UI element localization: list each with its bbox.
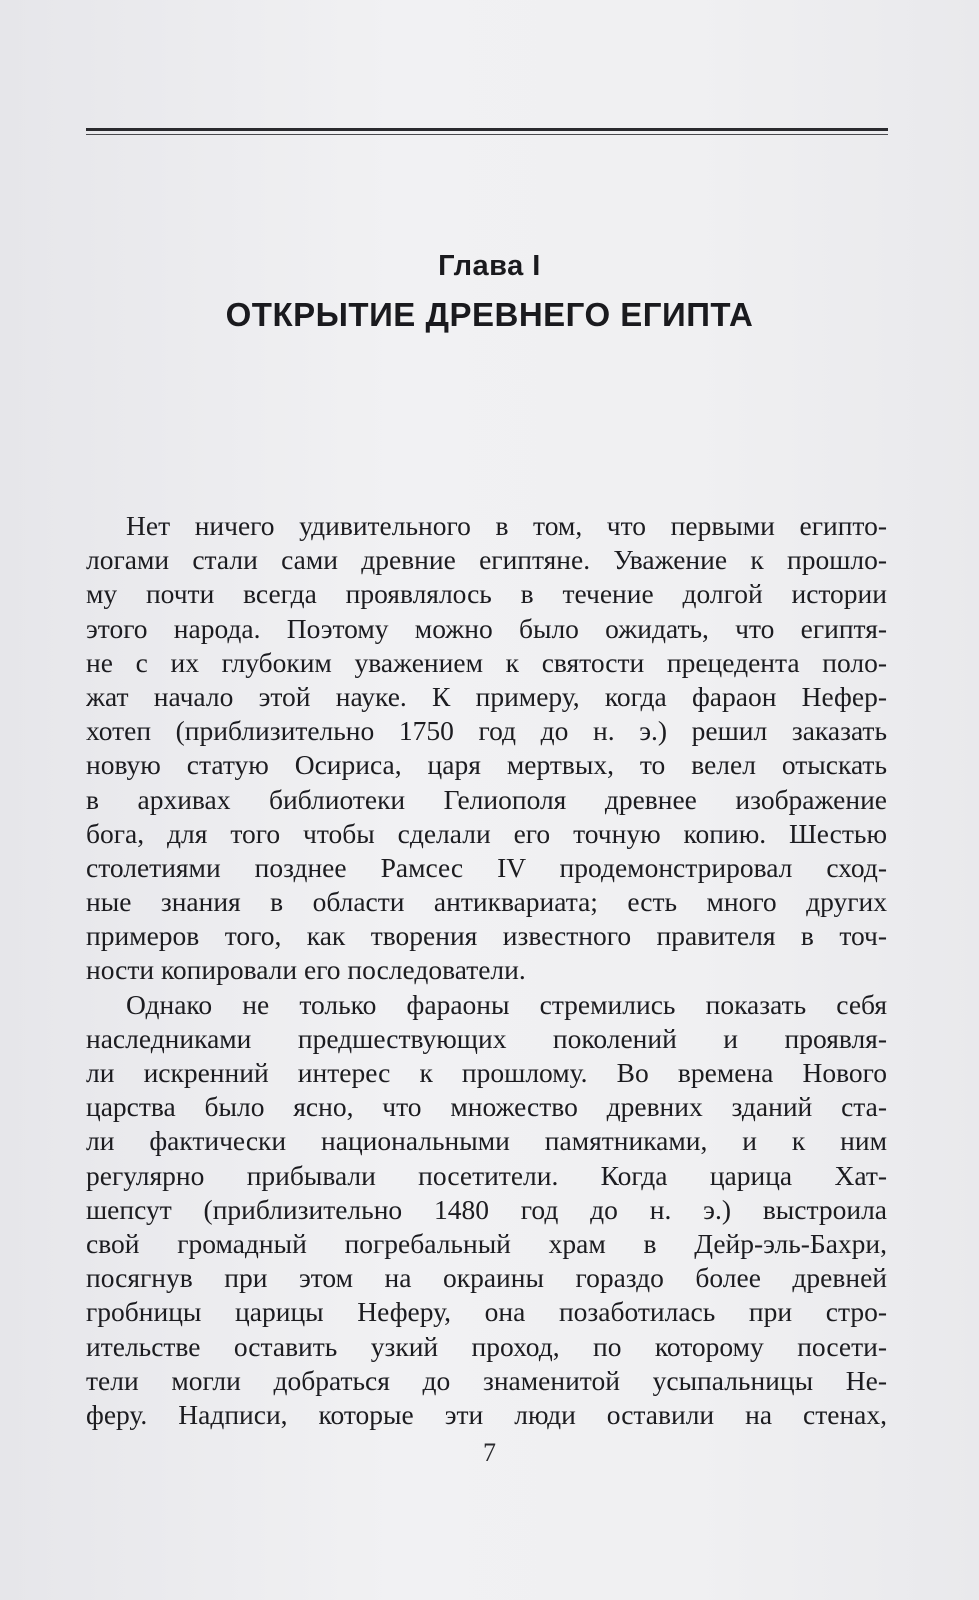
page-number: 7: [483, 1438, 496, 1467]
body-text: [86, 509, 887, 1432]
text-line: в архивах библиотеки Гелиополя древнее изображение: [86, 783, 887, 815]
text-line: новую статую Осириса, царя мертвых, то велел отыскать: [86, 749, 887, 781]
text-line: хотеп (приблизительно 1750 год до н. э.) решил заказать: [86, 715, 887, 747]
text-line: посягнув при этом на окраины гораздо более древней: [86, 1262, 887, 1294]
text-line: свой громадный погребальный храм в Дейр-эль-Бахри,: [86, 1227, 887, 1259]
paragraph-2: [86, 988, 887, 1432]
text-line: жат начало этой науке. К примеру, когда фараон Нефер-: [86, 680, 887, 712]
text-line: ительстве оставить узкий проход, по которому посети-: [86, 1330, 887, 1362]
text-line: регулярно прибывали посетители. Когда царица Хат-: [86, 1159, 887, 1191]
text-line: му почти всегда проявлялось в течение долгой истории: [86, 578, 887, 610]
text-line: не с их глубоким уважением к святости прецедента поло-: [86, 646, 887, 678]
text-line: наследниками предшествующих поколений и проявля-: [86, 1022, 887, 1054]
text-line: Нет ничего удивительного в том, что первыми египто-: [126, 510, 887, 541]
text-line: примеров того, как творения известного правителя в точ-: [86, 920, 887, 952]
header-rule: [86, 128, 888, 131]
text-line: этого народа. Поэтому можно было ожидать, что египтя-: [86, 612, 887, 644]
text-line: столетиями позднее Рамсес IV продемонстрировал сход-: [86, 851, 887, 883]
text-line: царства было ясно, что множество древних зданий ста-: [86, 1091, 887, 1123]
paragraph-1: [86, 509, 887, 988]
text-line: шепсут (приблизительно 1480 год до н. э.) выстроила: [86, 1193, 887, 1225]
text-line: гробницы царицы Неферу, она позаботилась при стро-: [86, 1296, 887, 1328]
text-line: ли искренний интерес к прошлому. Во времена Нового: [86, 1057, 887, 1088]
text-line: феру. Надписи, которые эти люди оставили на стенах,: [86, 1398, 887, 1430]
text-line: бога, для того чтобы сделали его точную копию. Шестью: [86, 817, 887, 849]
text-line: ли фактически национальными памятниками, и к ним: [86, 1125, 887, 1157]
chapter-label: Глава I: [438, 250, 541, 282]
chapter-title: ОТКРЫТИЕ ДРЕВНЕГО ЕГИПТА: [225, 296, 754, 333]
text-line: тели могли добраться до знаменитой усыпальницы Не-: [86, 1364, 887, 1396]
text-line: ности копировали его последователи.: [86, 954, 526, 986]
text-line: логами стали сами древние египтяне. Уважение к прошло-: [86, 544, 887, 576]
text-line: Однако не только фараоны стремились показать себя: [126, 988, 887, 1020]
text-line: ные знания в области антиквариата; есть много других: [86, 886, 887, 918]
